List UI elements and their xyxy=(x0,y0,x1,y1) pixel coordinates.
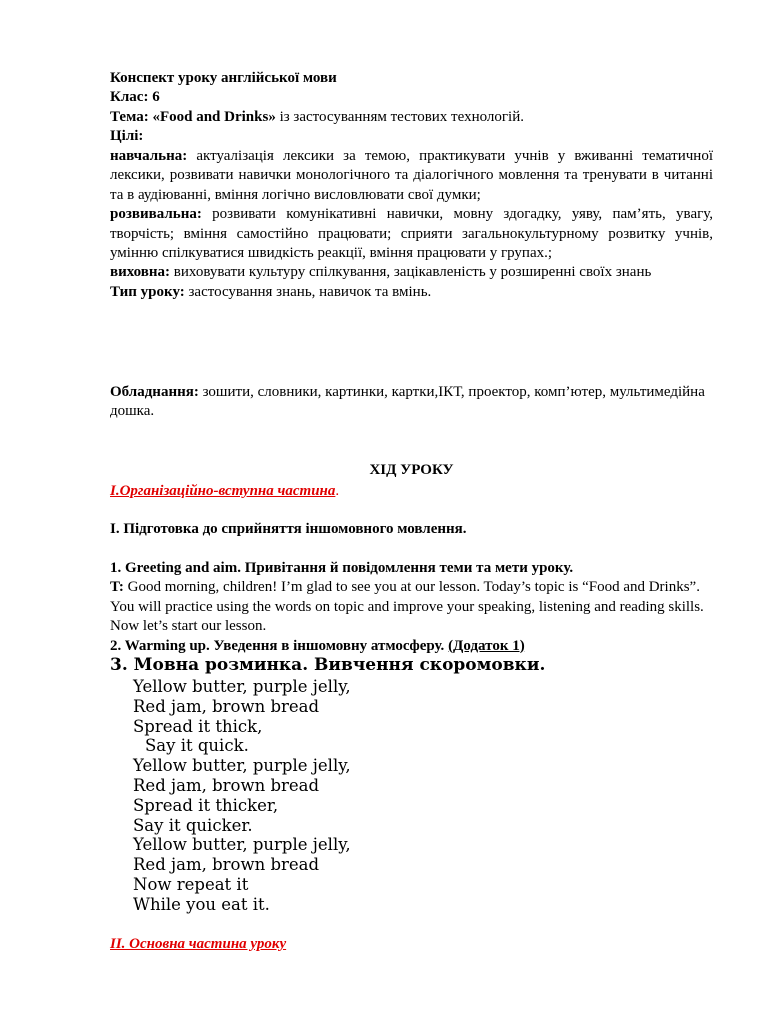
goals-label: Цілі: xyxy=(110,128,144,145)
topic-line: Тема: «Food and Drinks» із застосуванням тестових технологій. xyxy=(110,108,524,125)
prep-heading: I. Підготовка до сприйняття іншомовного мовлення. xyxy=(110,521,467,537)
part2-heading: II. Основна частина уроку xyxy=(110,936,287,952)
poem-line: Red jam, brown bread xyxy=(133,855,320,875)
poem-line: Spread it thicker, xyxy=(133,795,279,815)
poem-line: Red jam, brown bread xyxy=(133,775,320,795)
greeting-block xyxy=(110,559,713,656)
lesson-heading: ХІД УРОКУ xyxy=(369,462,454,478)
poem-line: Spread it thick, xyxy=(133,716,263,736)
teacher-speech: T: Good morning, children! I’m glad to see you at our lesson. Today’s topic is “Food and Drinks”. You will practice using the words on topic and improve your speaking, listening and reading skills. Now let’s start our lesson. xyxy=(110,579,704,635)
class-line: Клас: 6 xyxy=(110,89,160,106)
goals-block xyxy=(110,147,713,302)
poem-line: Yellow butter, purple jelly, xyxy=(133,756,351,776)
part1-heading: I.Організаційно-вступна частина. xyxy=(110,483,340,499)
step3-heading: 3. Мовна розминка. Вивчення скоромовки. xyxy=(110,655,546,675)
step2-heading: 2. Warming up. Уведення в іншомовну атмосферу. (Додаток 1) xyxy=(110,637,525,654)
poem-line: Yellow butter, purple jelly, xyxy=(133,835,351,855)
step1-heading: 1. Greeting and aim. Привітання й повідомлення теми та мети уроку. xyxy=(110,560,574,576)
header-block xyxy=(110,69,713,147)
poem-line: While you eat it. xyxy=(133,894,270,914)
goal-upbringing: виховна: виховувати культуру спілкування, зацікавленість у розширенні своїх знань xyxy=(110,264,652,281)
poem-line: Now repeat it xyxy=(133,874,249,894)
goal-educational: навчальна: актуалізація лексики за темою, практикувати учнів у вживанні тематичної лексики, розвивати навички монологічного та діалогічного мовлення та тренувати в читанні та в аудіюванні, вміння логічно висловлювати свої думки; xyxy=(110,148,713,203)
poem-line: Say it quicker. xyxy=(133,815,253,835)
poem-line: Say it quick. xyxy=(145,736,249,756)
appendix-link[interactable]: (Додаток 1) xyxy=(448,637,525,654)
equipment-block: Обладнання: зошити, словники, картинки, картки,ІКТ, проектор, комп’ютер, мультимедійна дошка. xyxy=(110,384,705,420)
lesson-type: Тип уроку: застосування знань, навичок та вмінь. xyxy=(110,283,432,300)
tongue-twister xyxy=(133,677,351,915)
doc-title: Конспект уроку англійської мови xyxy=(110,70,337,86)
poem-line: Yellow butter, purple jelly, xyxy=(133,677,351,696)
poem-line: Red jam, brown bread xyxy=(133,696,320,716)
goal-developmental: розвивальна: розвивати комунікативні навички, мовну здогадку, уяву, пам’ять, увагу, творчість; вміння самостійно працювати; сприяти загальнокультурному розвитку учнів, умінню спілкуватися швидкість реакції, вміння працювати у групах.; xyxy=(110,206,713,262)
